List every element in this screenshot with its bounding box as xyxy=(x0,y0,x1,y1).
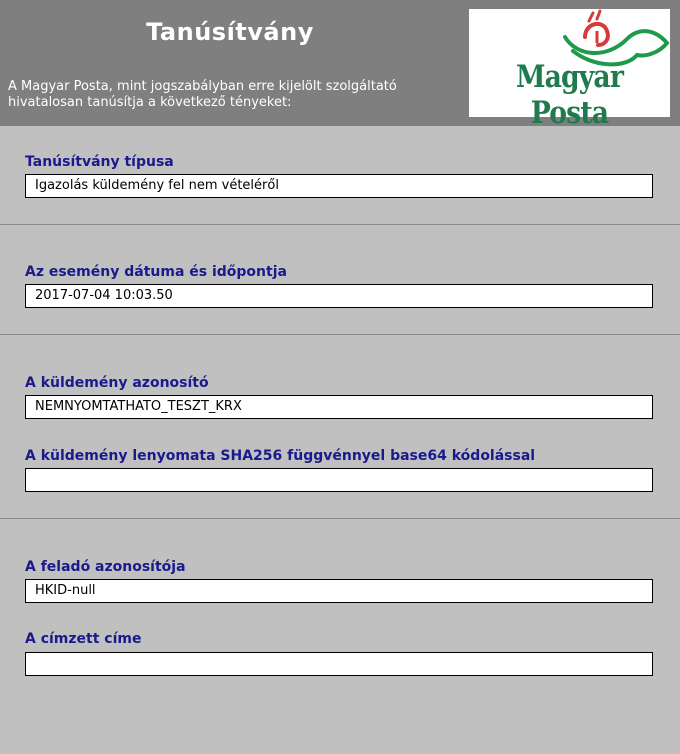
intro-text xyxy=(8,79,428,111)
logo-text: Magyar Posta xyxy=(515,59,624,131)
page-title: Tanúsítvány xyxy=(146,18,314,46)
section-divider-1 xyxy=(0,224,680,225)
recipient-address-label: A címzett címe xyxy=(25,631,142,647)
intro-line-1: A Magyar Posta, mint jogszabályban erre kijelölt szolgáltató xyxy=(8,79,397,94)
certificate-type-label: Tanúsítvány típusa xyxy=(25,154,174,170)
item-hash-field[interactable] xyxy=(25,468,653,492)
intro-line-2: hivatalosan tanúsítja a következő tényeket: xyxy=(8,95,292,110)
sender-id-label: A feladó azonosítója xyxy=(25,559,186,575)
item-id-label: A küldemény azonosító xyxy=(25,375,209,391)
event-datetime-label: Az esemény dátuma és időpontja xyxy=(25,264,287,280)
section-divider-2 xyxy=(0,334,680,335)
item-id-field[interactable]: NEMNYOMTATHATO_TESZT_KRX xyxy=(25,395,653,419)
item-hash-label: A küldemény lenyomata SHA256 függvénnyel base64 kódolással xyxy=(25,448,536,464)
header-bar xyxy=(0,0,680,131)
recipient-address-field[interactable] xyxy=(25,652,653,676)
magyar-posta-logo xyxy=(469,9,670,131)
sender-id-field[interactable]: HKID-null xyxy=(25,579,653,603)
section-divider-3 xyxy=(0,518,680,519)
event-datetime-field[interactable]: 2017-07-04 10:03.50 xyxy=(25,284,653,308)
certificate-type-field[interactable]: Igazolás küldemény fel nem vételéről xyxy=(25,174,653,198)
